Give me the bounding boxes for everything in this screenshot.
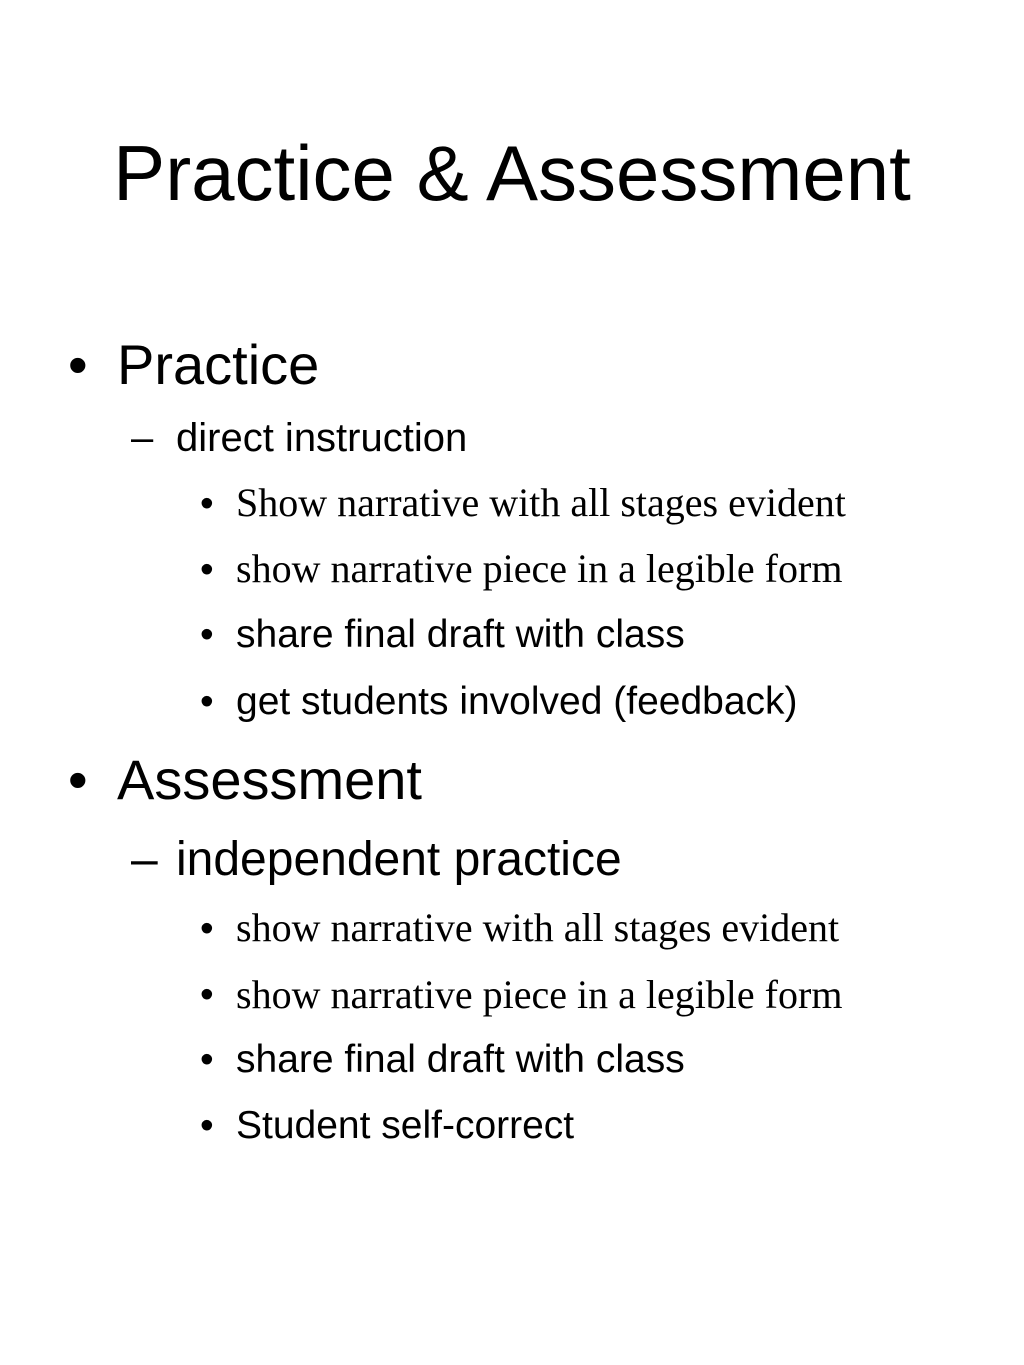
level3-bullet-symbol: • xyxy=(200,973,214,1016)
level2-dash-symbol: – xyxy=(131,416,154,460)
practice-item-2: show narrative piece in a legible form xyxy=(236,546,843,591)
slide-title: Practice & Assessment xyxy=(113,129,911,217)
level3-bullet-symbol: • xyxy=(200,482,214,525)
practice-item-1: Show narrative with all stages evident xyxy=(236,480,846,525)
level3-bullet-symbol: • xyxy=(200,1038,214,1081)
practice-item-3: share final draft with class xyxy=(236,613,685,656)
level3-bullet-symbol: • xyxy=(200,907,214,950)
section-heading-practice: Practice xyxy=(117,333,320,396)
level2-dash-symbol: – xyxy=(131,833,158,886)
level3-bullet-symbol: • xyxy=(200,548,214,591)
assessment-item-4: Student self-correct xyxy=(236,1104,575,1147)
level3-bullet-symbol: • xyxy=(200,1104,214,1147)
assessment-item-1: show narrative with all stages evident xyxy=(236,905,840,950)
section-heading-assessment: Assessment xyxy=(117,748,422,811)
assessment-item-2: show narrative piece in a legible form xyxy=(236,972,843,1017)
assessment-item-3: share final draft with class xyxy=(236,1038,685,1081)
level1-bullet-symbol: • xyxy=(68,748,88,811)
level1-bullet-symbol: • xyxy=(68,333,88,396)
subheading-independent-practice: independent practice xyxy=(176,833,622,886)
practice-item-4: get students involved (feedback) xyxy=(236,680,798,723)
level3-bullet-symbol: • xyxy=(200,613,214,656)
subheading-direct-instruction: direct instruction xyxy=(176,416,468,460)
level3-bullet-symbol: • xyxy=(200,680,214,723)
